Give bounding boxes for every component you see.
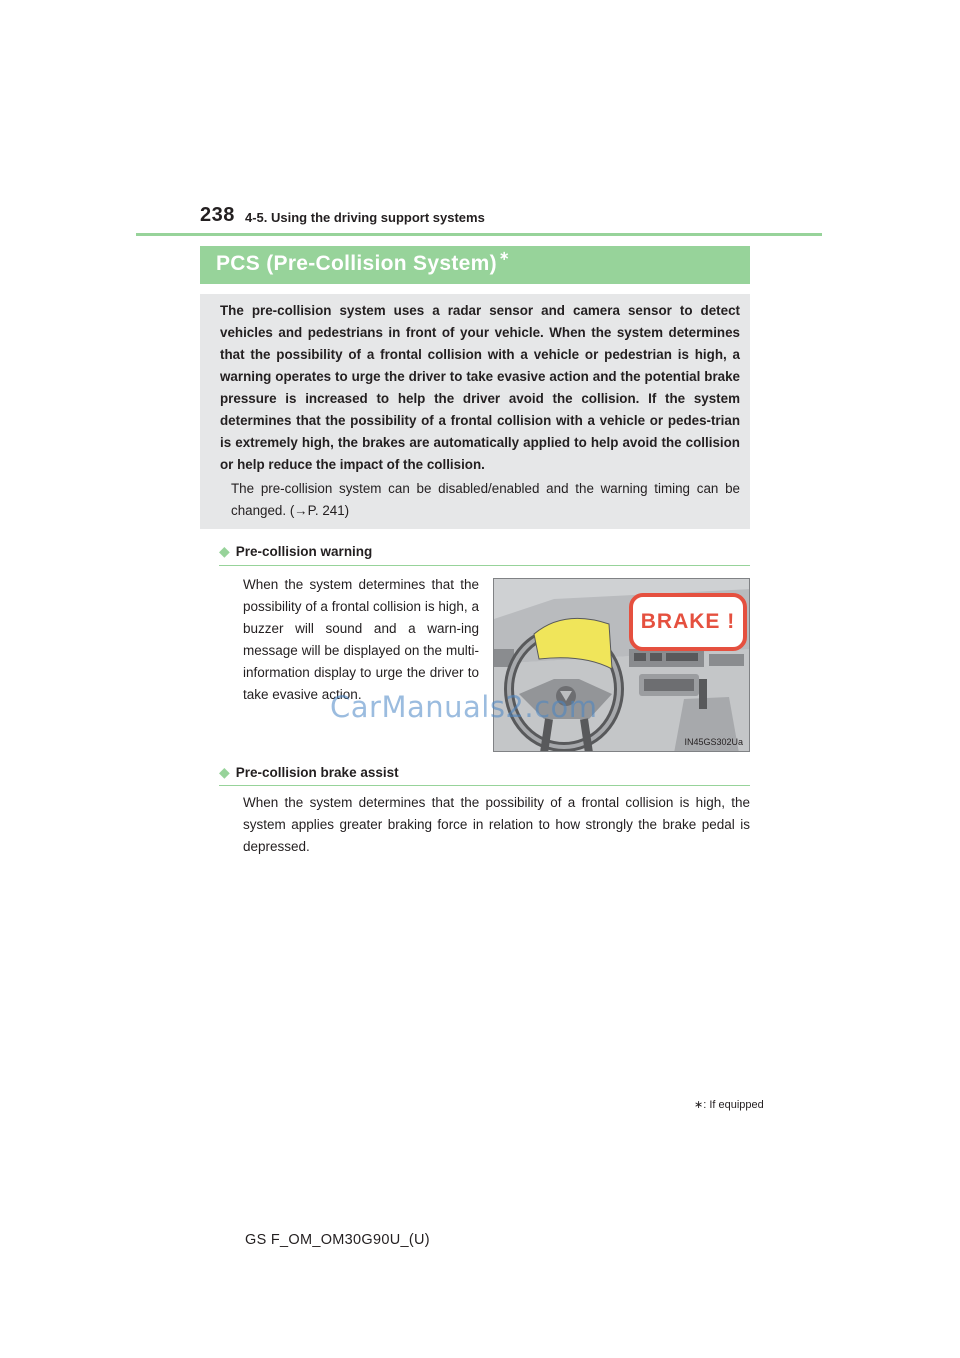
- section-body-warning: When the system determines that the possibility of a frontal collision is high, a buzzer will sound and a warn-ing message will be displayed on the multi-information display to urge the driver to take evasive action.: [243, 577, 479, 702]
- section-divider: [219, 785, 750, 786]
- dashboard-illustration: [493, 578, 750, 752]
- equipped-marker: ∗: [498, 248, 511, 263]
- diamond-bullet-icon: ◆: [219, 764, 230, 780]
- section-body-brake-assist: When the system determines that the possibility of a frontal collision is high, the system applies greater braking force in relation to how strongly the brake pedal is depressed.: [243, 795, 750, 854]
- section-heading-brake-assist: [219, 764, 399, 781]
- page-title-bar: [200, 246, 750, 284]
- section-heading-warning: [219, 543, 372, 560]
- diamond-bullet-icon: ◆: [219, 543, 230, 559]
- document-code-footer: GS F_OM_OM30G90U_(U): [245, 1232, 430, 1248]
- intro-text: The pre-collision system uses a radar sensor and camera sensor to detect vehicles and pedestrians in front of your vehicle. When the system determines that the possibility of a frontal collision with a vehicle or pedestrian is high, a warning operates to urge the driver to take evasive action and the potential brake pressure is increased to help the driver avoid the collision. If the system determines that the possibility of a frontal collision with a vehicle or pedes-trian is extremely high, the brakes are automatically applied to help avoid the collision or help reduce the impact of the collision.: [220, 303, 740, 472]
- footnote: [694, 1098, 764, 1111]
- intro-box: [200, 294, 750, 529]
- illustration-code: IN45GS302Ua: [684, 737, 743, 747]
- footnote-text: : If equipped: [703, 1099, 764, 1111]
- watermark: CarManuals2.com: [330, 690, 598, 724]
- header-divider: [136, 233, 822, 236]
- section-title: 4-5. Using the driving support systems: [245, 210, 485, 225]
- section-divider: [219, 565, 750, 566]
- footnote-marker: ∗: [694, 1099, 704, 1111]
- page-title: [216, 248, 511, 276]
- section-heading-text: Pre-collision warning: [235, 544, 373, 559]
- page-number: 238: [200, 204, 235, 226]
- page-title-text: PCS (Pre-Collision System): [216, 252, 497, 275]
- brake-warning-message: BRAKE !: [629, 593, 747, 651]
- intro-note: The pre-collision system can be disabled/enabled and the warning timing can be changed. (→P. 241): [231, 481, 740, 518]
- section-heading-text: Pre-collision brake assist: [235, 765, 399, 780]
